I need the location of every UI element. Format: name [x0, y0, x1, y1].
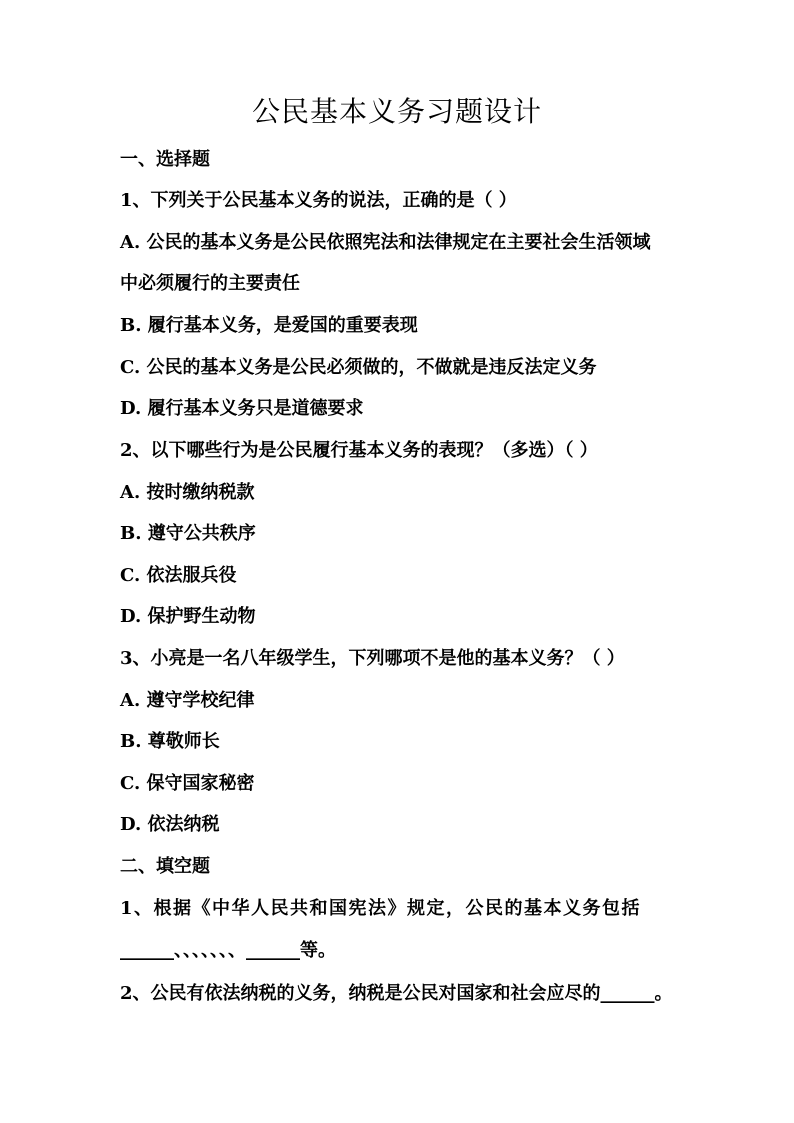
question-1-option-a-line-2: 中必须履行的主要责任 — [120, 273, 300, 294]
question-1-stem: 1、下列关于公民基本义务的说法，正确的是（ ） — [120, 190, 517, 211]
question-3-option-d: D. 依法纳税 — [120, 814, 220, 835]
question-1-option-c: C. 公民的基本义务是公民必须做的，不做就是违反法定义务 — [120, 357, 597, 378]
question-1-option-b: B. 履行基本义务，是爱国的重要表现 — [120, 315, 418, 336]
question-3-option-a: A. 遵守学校纪律 — [120, 690, 255, 711]
question-3-stem: 3、小亮是一名八年级学生，下列哪项不是他的基本义务？（ ） — [120, 648, 625, 669]
fill-question-1-line-1: 1、根据《中华人民共和国宪法》规定，公民的基本义务包括 — [120, 898, 642, 919]
section-heading-choice: 一、选择题 — [120, 149, 210, 170]
question-3-option-c: C. 保守国家秘密 — [120, 773, 255, 794]
question-2-option-a: A. 按时缴纳税款 — [120, 482, 255, 503]
question-2-option-b: B. 遵守公共秩序 — [120, 523, 256, 544]
section-heading-fill-blank: 二、填空题 — [120, 856, 210, 877]
question-2-option-d: D. 保护野生动物 — [120, 606, 256, 627]
question-1-option-a-line-1: A. 公民的基本义务是公民依照宪法和法律规定在主要社会生活领域 — [120, 232, 651, 253]
question-3-option-b: B. 尊敬师长 — [120, 731, 220, 752]
fill-question-1-line-2: ______、、、、、、、______等。 — [120, 940, 336, 961]
fill-question-2: 2、公民有依法纳税的义务，纳税是公民对国家和社会应尽的______。 — [120, 983, 673, 1004]
question-1-option-d: D. 履行基本义务只是道德要求 — [120, 398, 364, 419]
question-2-option-c: C. 依法服兵役 — [120, 565, 237, 586]
document-title: 公民基本义务习题设计 — [251, 95, 542, 128]
question-2-stem: 2、以下哪些行为是公民履行基本义务的表现？（多选）（ ） — [120, 440, 598, 461]
